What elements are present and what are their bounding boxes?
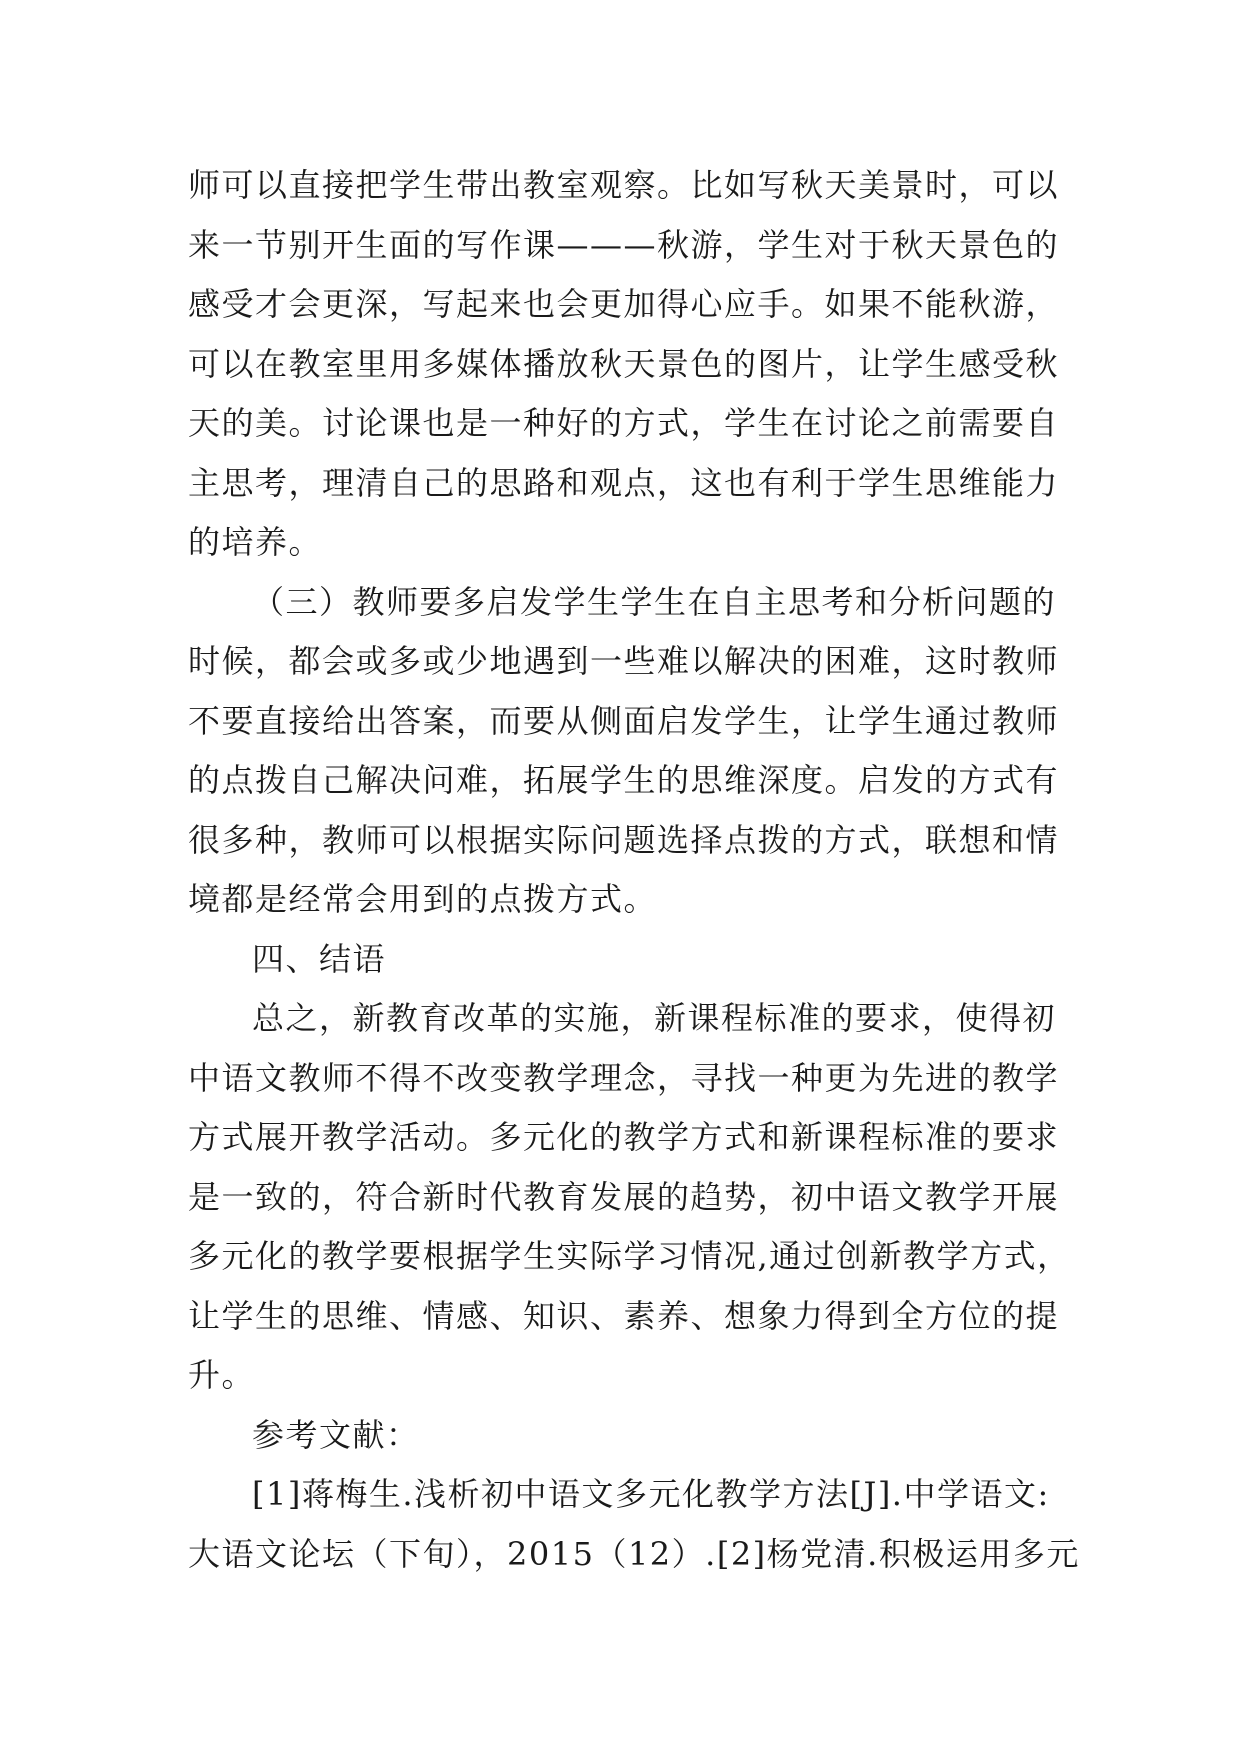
text-line: 感受才会更深，写起来也会更加得心应手。如果不能秋游， (188, 285, 1060, 323)
text-line: 总之，新教育改革的实施，新课程标准的要求，使得初 (252, 999, 1057, 1037)
text-line: 来一节别开生面的写作课———秋游，学生对于秋天景色的 (188, 225, 1060, 264)
text-line: 升。 (188, 1356, 256, 1394)
text-line: 主思考，理清自己的思路和观点，这也有利于学生思维能力 (188, 463, 1060, 502)
text-line: 多元化的教学要根据学生实际学习情况,通过创新教学方式， (188, 1237, 1071, 1275)
reference-line: [1]蒋梅生.浅析初中语文多元化教学方法[J].中学语文: (252, 1475, 1050, 1513)
text-line: 方式展开教学活动。多元化的教学方式和新课程标准的要求 (188, 1118, 1060, 1156)
text-line: 不要直接给出答案，而要从侧面启发学生，让学生通过教师 (188, 701, 1060, 740)
references-heading: 参考文献： (252, 1415, 420, 1454)
text-line: 可以在教室里用多媒体播放秋天景色的图片，让学生感受秋 (188, 344, 1060, 383)
text-line: 时候，都会或多或少地遇到一些难以解决的困难，这时教师 (188, 642, 1060, 680)
text-line: 让学生的思维、情感、知识、素养、想象力得到全方位的提 (188, 1296, 1060, 1335)
body-text (188, 156, 1080, 1584)
text-line: 中语文教师不得不改变教学理念，寻找一种更为先进的教学 (188, 1058, 1060, 1097)
section-heading-conclusion: 四、结语 (252, 939, 387, 978)
text-line: 的培养。 (188, 523, 323, 561)
text-line: 很多种，教师可以根据实际问题选择点拨的方式，联想和情 (188, 820, 1060, 859)
reference-line: 大语文论坛（下旬），2015（12）.[2]杨党清.积极运用多元 (188, 1534, 1080, 1573)
text-line: 天的美。讨论课也是一种好的方式，学生在讨论之前需要自 (188, 404, 1060, 442)
text-line: 是一致的，符合新时代教育发展的趋势，初中语文教学开展 (188, 1177, 1060, 1216)
section-heading-3: （三）教师要多启发学生学生在自主思考和分析问题的 (252, 582, 1057, 621)
text-line: 师可以直接把学生带出教室观察。比如写秋天美景时，可以 (188, 166, 1060, 204)
text-line: 的点拨自己解决问难，拓展学生的思维深度。启发的方式有 (188, 761, 1060, 799)
text-line: 境都是经常会用到的点拨方式。 (188, 880, 658, 918)
